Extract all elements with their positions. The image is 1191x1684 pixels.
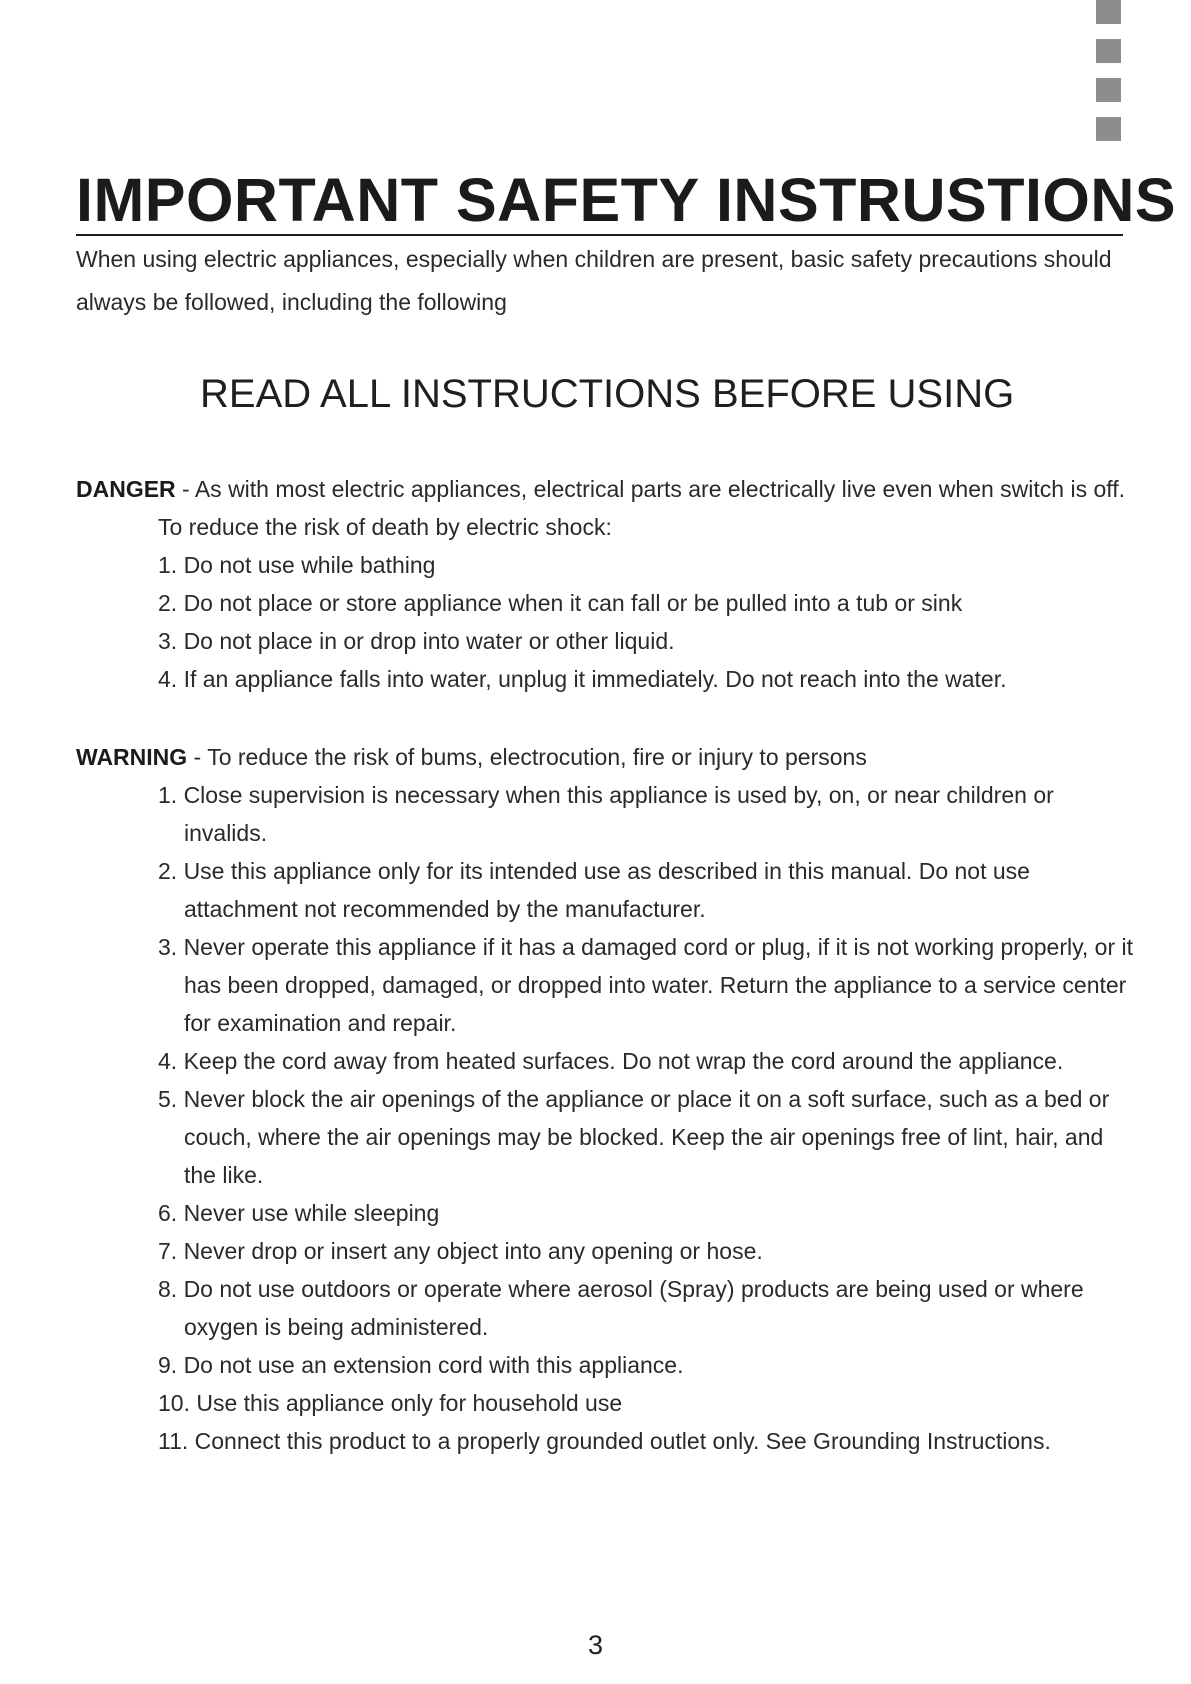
intro-paragraph: When using electric appliances, especially when children are present, basic safety precautions should always be followed, including the following	[76, 246, 1112, 315]
list-item: 5. Never block the air openings of the appliance or place it on a soft surface, such as a bed or couch, where the air openings may be blocked. Keep the air openings free of lint, hair, and the like.	[158, 1086, 1110, 1188]
corner-mark	[1096, 0, 1121, 24]
list-item: 2. Do not place or store appliance when it can fall or be pulled into a tub or sink	[158, 590, 963, 616]
warning-lead	[76, 738, 1136, 776]
corner-mark	[1096, 39, 1121, 63]
list-item: 6. Never use while sleeping	[158, 1200, 440, 1226]
danger-text: - As with most electric appliances, electrical parts are electrically live even when switch is off. To reduce the risk of death by electric shock:	[158, 476, 1126, 540]
list-item: 4. If an appliance falls into water, unplug it immediately. Do not reach into the water.	[158, 666, 1007, 692]
danger-section	[76, 470, 1136, 698]
list-item: 1. Do not use while bathing	[158, 552, 436, 578]
title-divider	[76, 234, 1123, 236]
danger-label: DANGER	[76, 476, 176, 502]
list-item: 2. Use this appliance only for its intended use as described in this manual. Do not use attachment not recommended by the manufacturer.	[158, 858, 1030, 922]
corner-mark	[1096, 78, 1121, 102]
warning-text: - To reduce the risk of bums, electrocution, fire or injury to persons	[187, 744, 867, 770]
list-item: 8. Do not use outdoors or operate where aerosol (Spray) products are being used or where oxygen is being administered.	[158, 1276, 1084, 1340]
list-item: 9. Do not use an extension cord with this appliance.	[158, 1352, 684, 1378]
danger-lead	[76, 470, 1136, 546]
list-item: 7. Never drop or insert any object into any opening or hose.	[158, 1238, 763, 1264]
warning-list	[76, 776, 1136, 1460]
warning-section	[76, 738, 1136, 1460]
read-instructions-heading: READ ALL INSTRUCTIONS BEFORE USING	[200, 372, 1015, 416]
list-item: 3. Do not place in or drop into water or other liquid.	[158, 628, 675, 654]
list-item: 3. Never operate this appliance if it has a damaged cord or plug, if it is not working properly, or it has been dropped, damaged, or dropped into water. Return the appliance to a service center for examination and repair.	[158, 934, 1134, 1036]
warning-label: WARNING	[76, 744, 188, 770]
list-item: 10. Use this appliance only for household use	[158, 1390, 623, 1416]
page-number: 3	[587, 1630, 604, 1660]
list-item: 4. Keep the cord away from heated surfaces. Do not wrap the cord around the appliance.	[158, 1048, 1064, 1074]
page-title: IMPORTANT SAFETY INSTRUSTIONS	[76, 166, 1177, 234]
corner-mark	[1096, 117, 1121, 141]
list-item: 1. Close supervision is necessary when this appliance is used by, on, or near children or invalids.	[158, 782, 1054, 846]
danger-list	[76, 546, 1136, 698]
list-item: 11. Connect this product to a properly grounded outlet only. See Grounding Instructions.	[158, 1428, 1051, 1454]
